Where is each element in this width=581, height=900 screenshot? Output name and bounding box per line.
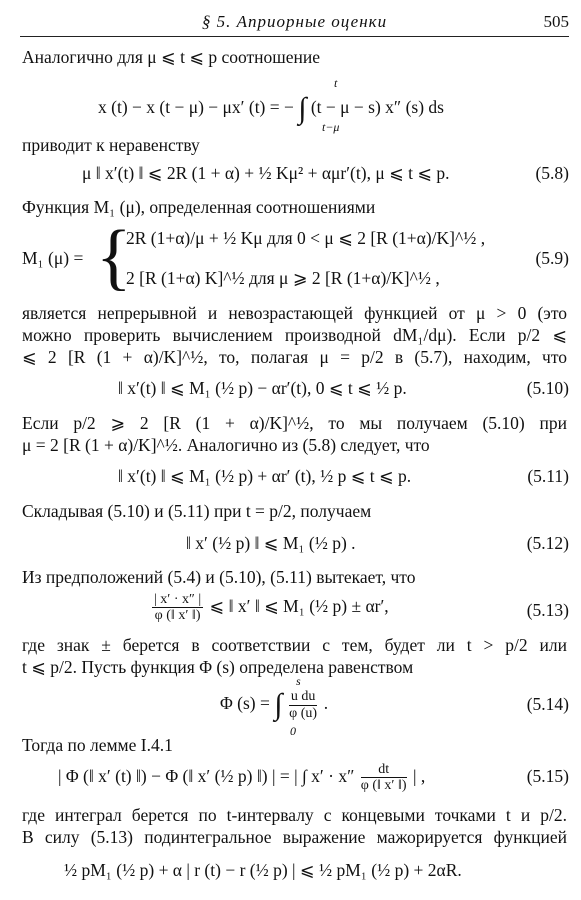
fraction-numerator: dt: [361, 762, 407, 778]
equation-number: (5.13): [526, 600, 569, 620]
equation-lhs: Φ (s) =: [220, 693, 270, 714]
fraction: [361, 762, 407, 794]
equation-rhs: ⩽ ‖ x′ ‖ ⩽ M₁ (½ p) ± αr′,: [209, 595, 389, 616]
piecewise-row-1: 2R (1+α)/μ + ½ Kμ для 0 < μ ⩽ 2 [R (1+α)/K]^½ ,: [126, 228, 486, 248]
equation-number: (5.9): [535, 248, 569, 268]
piecewise-row-2: 2 [R (1+α) K]^½ для μ ⩾ 2 [R (1+α)/K]^½ ,: [126, 268, 440, 288]
equation-lhs: | Φ (‖ x′ (t) ‖) − Φ (‖ x′ (½ p) ‖) | = | ∫ x′ · x″: [58, 765, 355, 786]
equation-tail: | ,: [412, 765, 426, 786]
equation-lhs: x (t) − x (t − μ) − μx′ (t) = −: [98, 97, 294, 118]
integral-upper-limit: s: [296, 674, 301, 688]
text-line: ⩽ 2 [R (1 + α)/K]^½, то, полагая μ = p/2 в (5.7), находим, что: [22, 347, 567, 367]
text-line: Из предположений (5.4) и (5.10), (5.11) вытекает, что: [22, 567, 416, 587]
text-line: является непрерывной и невозрастающей функцией от μ > 0 (это: [22, 303, 567, 323]
running-header: [20, 10, 569, 37]
fraction-numerator: | x′ · x″ |: [154, 592, 202, 607]
text-line: можно проверить вычислением производной dM₁/dμ). Если p/2 ⩽: [22, 325, 567, 345]
text-line: В силу (5.13) подинтегральное выражение мажорируется функцией: [22, 827, 567, 847]
equation-number: (5.10): [526, 378, 569, 398]
page-number: 505: [543, 12, 569, 31]
equation-rhs: (t − μ − s) x″ (s) ds: [310, 97, 444, 118]
section-title: § 5. Априорные оценки: [201, 12, 388, 31]
text-line: μ = 2 [R (1 + α)/K]^½. Аналогично из (5.8) следует, что: [22, 435, 430, 455]
fraction-denominator: φ (‖ x′ ‖): [360, 778, 407, 794]
text-line: где знак ± берется в соответствии с тем, будет ли t > p/2 или: [22, 635, 567, 655]
text-line: Аналогично для μ ⩽ t ⩽ p соотношение: [22, 47, 321, 67]
equation-5-9-lhs: M₁ (μ) =: [22, 248, 84, 268]
integral-lower-limit: 0: [290, 724, 296, 738]
fraction-numerator: u du: [290, 689, 316, 705]
text-line: где интеграл берется по t-интервалу с концевыми точками t и p/2.: [22, 805, 567, 825]
equation-number: (5.12): [526, 533, 569, 553]
fraction: [289, 689, 318, 721]
fraction-denominator: φ (‖ x′ ‖): [154, 608, 201, 624]
integral-sign-icon: ∫: [274, 688, 283, 721]
text-line: Функция M₁ (μ), определенная соотношениями: [22, 197, 376, 217]
integral-sign-icon: ∫: [298, 92, 307, 125]
equation-5-14: Φ (s) = ∫ $\frac{\text{u du}}{\varphi (u)}$ .: [220, 688, 329, 721]
equation-5-13: [150, 592, 389, 624]
left-brace-icon: {: [96, 216, 132, 298]
equation-5-15: [58, 762, 425, 794]
equation-5-11: ‖ x′(t) ‖ ⩽ M₁ (½ p) + αr′ (t), ½ p ⩽ t ⩽ p.: [118, 466, 412, 486]
equation-5-10: ‖ x′(t) ‖ ⩽ M₁ (½ p) − αr′(t), 0 ⩽ t ⩽ ½ p.: [118, 378, 407, 398]
equation-5-8: μ ‖ x′(t) ‖ ⩽ 2R (1 + α) + ½ Kμ² + αμr′(t), μ ⩽ t ⩽ p.: [82, 163, 450, 183]
integral-upper-limit: t: [334, 76, 338, 90]
fraction: [152, 592, 203, 624]
text-line: Складывая (5.10) и (5.11) при t = p/2, получаем: [22, 501, 372, 521]
fraction-denominator: φ (u): [289, 705, 318, 721]
text-line: Если p/2 ⩾ 2 [R (1 + α)/K]^½, то мы получаем (5.10) при: [22, 413, 567, 433]
equation-number: (5.8): [535, 163, 569, 183]
equation-final-bound: ½ pM₁ (½ p) + α | r (t) − r (½ p) | ⩽ ½ pM₁ (½ p) + 2αR.: [64, 860, 462, 880]
equation-number: (5.11): [527, 466, 569, 486]
equation-number: (5.15): [526, 766, 569, 786]
equation-integral: [98, 92, 444, 126]
text-line: t ⩽ p/2. Пусть функция Φ (s) определена равенством: [22, 657, 414, 677]
equation-5-12: ‖ x′ (½ p) ‖ ⩽ M₁ (½ p) .: [186, 533, 356, 553]
integral-lower-limit: t−μ: [322, 120, 340, 134]
text-line: Тогда по лемме I.4.1: [22, 735, 173, 755]
text-line: приводит к неравенству: [22, 135, 200, 155]
equation-number: (5.14): [526, 694, 569, 714]
